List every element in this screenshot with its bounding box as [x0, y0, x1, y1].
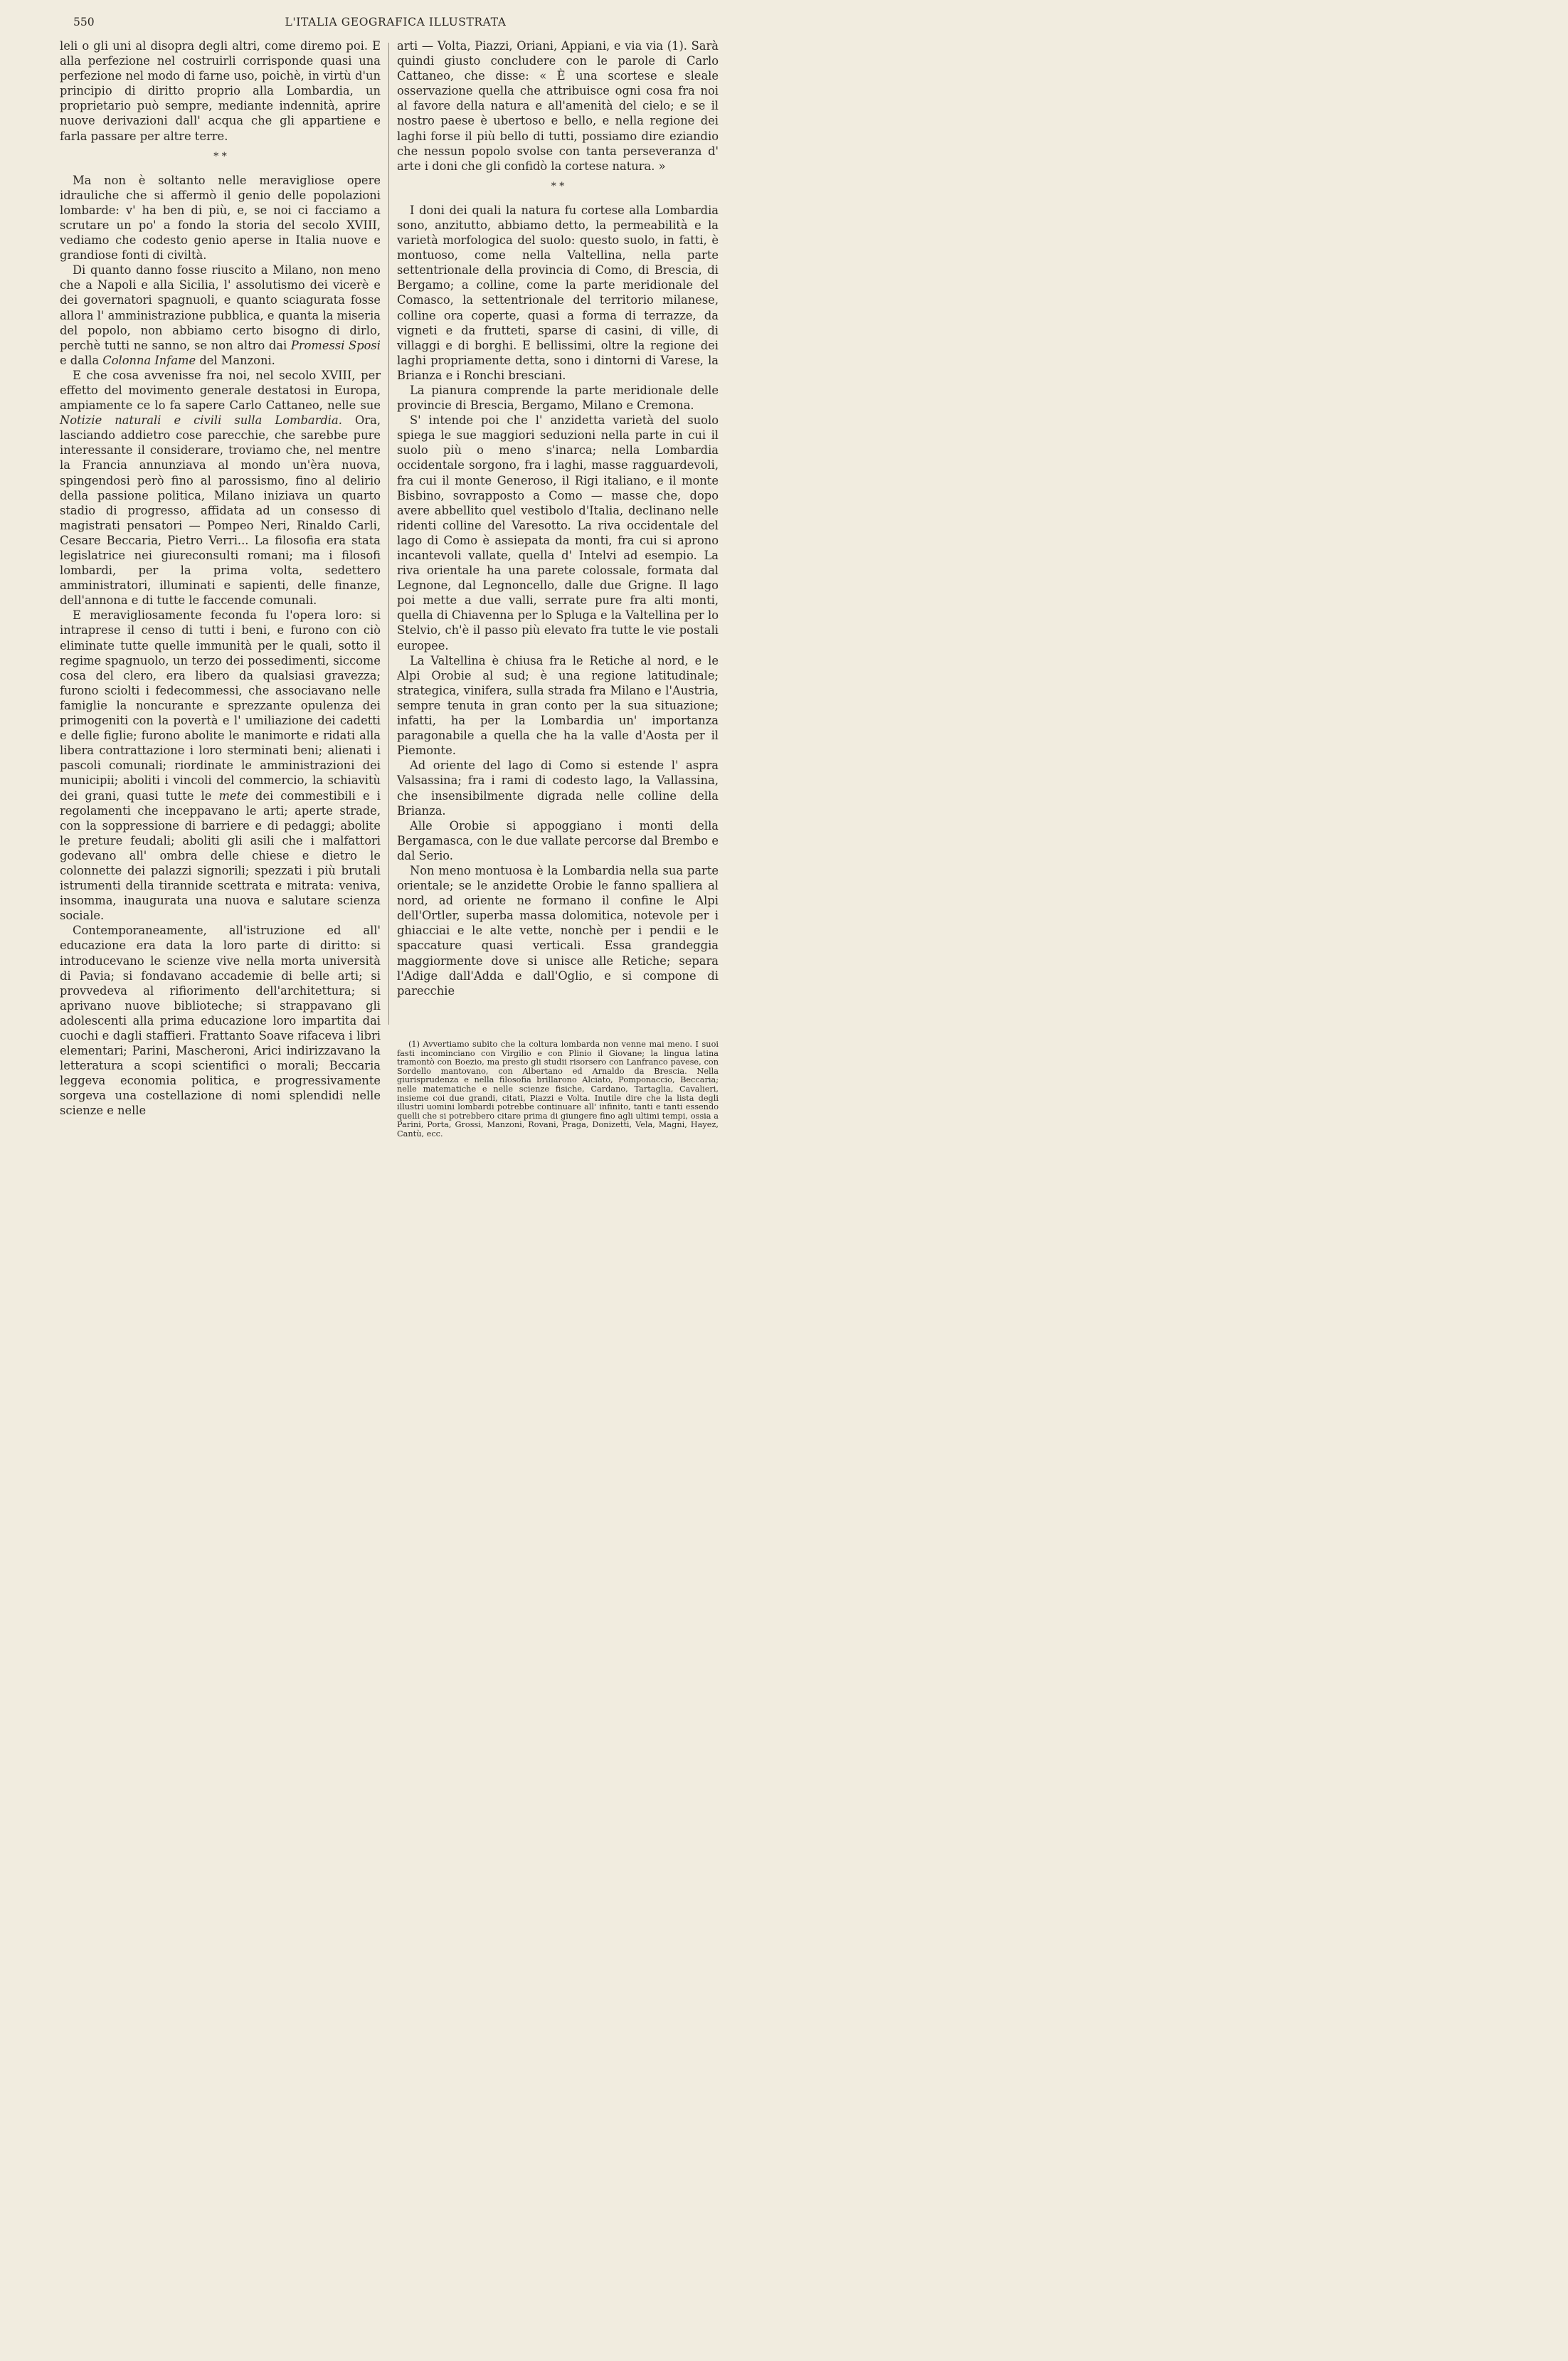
book-title: Promessi Sposi: [290, 338, 381, 352]
paragraph: La pianura comprende la parte meridionale delle provincie di Brescia, Bergamo, Milano e Cremona.: [397, 383, 719, 413]
paragraph: Contemporaneamente, all'istruzione ed all' educazione era data la loro parte di diritto: si introducevano le scienze vive nella morta università di Pavia; si fondavano accademie di belle arti; si provvedeva al rifiorimento dell'architettura; si aprivano nuove biblioteche; si strappavano gli adolescenti alla prima educazione loro impartita dai cuochi e dagli staffieri. Frattanto Soave rifaceva i libri elementari; Parini, Mascheroni, Arici indirizzavano la letteratura a scopi scientifici o morali; Beccaria leggeva economia politica, e progressivamente sorgeva una costellazione di nomi splendidi nelle scienze e nelle: [60, 924, 381, 1118]
paragraph: Ma non è soltanto nelle meravigliose opere idrauliche che si affermò il genio delle popolazioni lombarde: v' ha ben di più, e, se noi ci facciamo a scrutare un po' a fondo la storia del secolo XVIII, vediamo che codesto genio aperse in Italia nuove e grandiose fonti di civiltà.: [60, 173, 381, 263]
paragraph-text: Di quanto danno fosse riuscito a Milano, non meno che a Napoli e alla Sicilia, l' assolutismo dei vicerè e dei governatori spagnuoli, e quanto sciagurata fosse allora l' amministrazione pubblica, e quanta la miseria del popolo, non abbiamo certo bisogno di dirlo, perchè tutti ne sanno, se non altro dai: [60, 263, 381, 352]
paragraph-text: e dalla: [60, 353, 100, 367]
paragraph: [60, 608, 381, 923]
paragraph: [60, 368, 381, 608]
paragraph-text: E meravigliosamente feconda fu l'opera loro: si intraprese il censo di tutti i beni, e furono con ciò eliminate tutte quelle immunità per le quali, sotto il regime spagnuolo, un terzo dei possedimenti, siccome cosa del clero, era libero da qualsiasi gravezza; furono sciolti i fedecommessi, che associavano nelle famiglie la noncurante e sprezzante opulenza dei primogeniti con la povertà e l' umiliazione dei cadetti e delle figlie; furono abolite le manimorte e ridati alla libera contrattazione i loro sterminati beni; alienati i pascoli comunali; riordinate le amministrazioni dei municipii; aboliti i vincoli del commercio, la schiavitù dei grani, quasi tutte le: [60, 608, 381, 803]
section-separator: * *: [551, 180, 565, 192]
emphasis: mete: [218, 788, 248, 803]
footnotes: [397, 1040, 719, 1139]
paragraph: leli o gli uni al disopra degli altri, come diremo poi. E alla perfezione nel costruirli corrisponde quasi una perfezione nel modo di farne uso, poichè, in virtù d'un principio di diritto proprio alla Lombardia, un proprietario può sempre, mediante indennità, aprire nuove derivazioni dall' acqua che gli appartiene e farla passare per altre terre.: [60, 39, 381, 143]
paragraph: [60, 263, 381, 368]
paragraph: Non meno montuosa è la Lombardia nella sua parte orientale; se le anzidette Orobie le fanno spalliera al nord, ad oriente ne formano il confine le Alpi dell'Ortler, superba massa dolomitica, notevole per i ghiacciai e le alte vette, nonchè per i pendii e le spaccature quasi verticali. Essa grandeggia maggiormente dove si unisce alle Retiche; separa l'Adige dall'Adda e dall'Oglio, e si compone di parecchie: [397, 863, 719, 998]
paragraph: La Valtellina è chiusa fra le Retiche al nord, e le Alpi Orobie al sud; è una regione latitudinale; strategica, vinifera, sulla strada fra Milano e l'Austria, sempre tenuta in gran conto per la sua situazione; infatti, ha per la Lombardia un' importanza paragonabile a quella che ha la valle d'Aosta per il Piemonte.: [397, 653, 719, 758]
book-title: Colonna Infame: [102, 353, 196, 367]
page-number: 550: [73, 16, 95, 28]
paragraph: arti — Volta, Piazzi, Oriani, Appiani, e via via (1). Sarà quindi giusto concludere con le parole di Carlo Cattaneo, che disse: « È una scortese e sleale osservazione quella che attribuisce ogni cosa fra noi al favore della natura e all'amenità del cielo; e se il nostro paese è ubertoso e bello, e nella regione dei laghi forse il più bello di tutti, possiamo dire eziandio che nessun popolo svolse con tanta perseveranza d' arte i doni che gli confidò la cortese natura. »: [397, 39, 719, 173]
page-header: [0, 16, 741, 31]
left-column: [60, 38, 381, 1119]
paragraph-text: Ora, lasciando addietro cose parecchie, che sarebbe pure interessante il considerare, troviamo che, nel mentre la Francia annunziava al mondo un'èra nuova, spingendosi però fino al parossismo, fino al delirio della passione politica, Milano iniziava un quarto stadio di progresso, affidata ad un consesso di magistrati pensatori — Pompeo Neri, Rinaldo Carli, Cesare Beccaria, Pietro Verri... La filosofia era stata legislatrice nei giureconsulti romani; ma i filosofi lombardi, per la prima volta, sedettero amministratori, illuminati e sapienti, delle finanze, dell'annona e di tutte le faccende comunali.: [60, 413, 381, 608]
paragraph: Alle Orobie si appoggiano i monti della Bergamasca, con le due vallate percorse dal Brembo e dal Serio.: [397, 818, 719, 862]
paragraph-text: del Manzoni.: [199, 353, 275, 367]
section-separator: * *: [213, 150, 227, 162]
right-column: [397, 38, 719, 998]
footnote: (1) Avvertiamo subito che la coltura lombarda non venne mai meno. I suoi fasti incominciano con Virgilio e con Plinio il Giovane; la lingua latina tramontò con Boezio, ma presto gli studii risorsero con Lanfranco pavese, con Sordello mantovano, con Albertano ed Arnaldo da Brescia. Nella giurisprudenza e nella filosofia brillarono Alciato, Pomponaccio, Beccaria; nelle matematiche e nelle scienze fisiche, Cardano, Tartaglia, Cavalieri, insieme coi due grandi, citati, Piazzi e Volta. Inutile dire che la lista degli illustri uomini lombardi potrebbe continuare all' infinito, tanti e tanti essendo quelli che si potrebbero citare prima di giungere fino agli ultimi tempi, ossia a Parini, Porta, Grossi, Manzoni, Rovani, Praga, Donizetti, Vela, Magni, Hayez, Cantù, ecc.: [397, 1040, 719, 1139]
book-page: [0, 0, 741, 1139]
paragraph-text: dei commestibili e i regolamenti che inceppavano le arti; aperte strade, con la soppressione di barriere e di pedaggi; abolite le preture feudali; aboliti gli asili che i malfattori godevano all' ombra delle chiese e dietro le colonnette dei palazzi signorili; spezzati i più brutali istrumenti della tirannide scettrata e mitrata: veniva, insomma, inaugurata una nuova e salutare scienza sociale.: [60, 788, 381, 923]
running-title: L'ITALIA GEOGRAFICA ILLUSTRATA: [285, 16, 507, 28]
paragraph: Ad oriente del lago di Como si estende l' aspra Valsassina; fra i rami di codesto lago, la Vallassina, che insensibilmente digrada nelle colline della Brianza.: [397, 759, 719, 818]
column-divider: [388, 43, 389, 1025]
paragraph-text: E che cosa avvenisse fra noi, nel secolo XVIII, per effetto del movimento generale destatosi in Europa, ampiamente ce lo fa sapere Carlo Cattaneo, nelle sue: [60, 368, 381, 413]
paragraph: S' intende poi che l' anzidetta varietà del suolo spiega le sue maggiori seduzioni nella parte in cui il suolo più o meno s'inarca; nella Lombardia occidentale sorgono, fra i laghi, masse ragguardevoli, fra cui il monte Generoso, il Rigi italiano, e il monte Bisbino, sovrapposto a Como — masse che, dopo avere abbellito quel vestibolo d'Italia, declinano nelle ridenti colline del Varesotto. La riva occidentale del lago di Como è assiepata da monti, fra cui si aprono incantevoli vallate, quella d' Intelvi ad esempio. La riva orientale ha una parete colossale, formata dal Legnone, dal Legnoncello, dalle due Grigne. Il lago poi mette a due valli, serrate pure fra alti monti, quella di Chiavenna per lo Spluga e la Valtellina per lo Stelvio, ch'è il passo più elevato fra tutte le vie postali europee.: [397, 413, 719, 653]
paragraph: I doni dei quali la natura fu cortese alla Lombardia sono, anzitutto, abbiamo detto, la permeabilità e la varietà morfologica del suolo: questo suolo, in fatti, è montuoso, come nella Valtellina, nella parte settentrionale della provincia di Como, di Brescia, di Bergamo; a colline, come la parte meridionale del Comasco, la settentrionale del territorio milanese, colline ora coperte, quasi a forma di terrazze, da vigneti e da frutteti, sparse di casini, di ville, di villaggi e di borghi. E bellissimi, oltre la regione dei laghi propriamente detta, sono i dintorni di Varese, la Brianza e i Ronchi bresciani.: [397, 203, 719, 382]
book-title: Notizie naturali e civili sulla Lombardia.: [60, 413, 342, 428]
